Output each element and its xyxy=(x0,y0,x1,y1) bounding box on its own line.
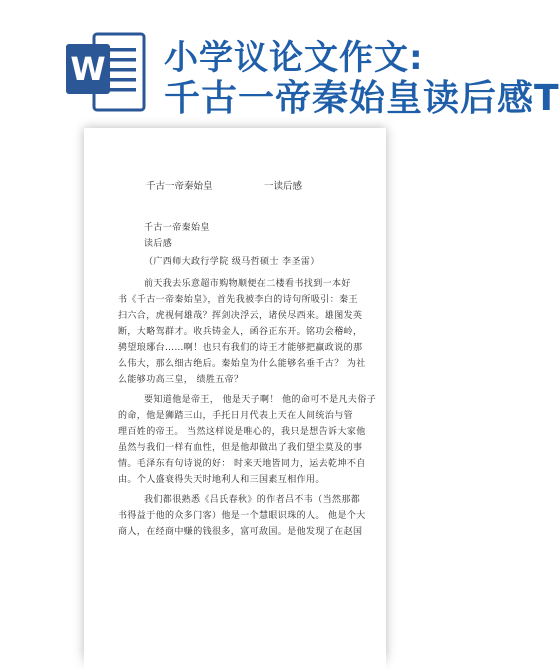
doc-line: 读后感 xyxy=(144,239,173,249)
doc-line: 书得益于他的众多门客）他是一个慧眼识珠的人。 他是个大 xyxy=(118,511,366,521)
document-title-left: 千古一帝秦始皇 xyxy=(146,181,213,192)
doc-line: 要知道他是帝王， 他是天子啊！ 他的命可不是凡夫俗子 xyxy=(144,395,377,405)
doc-line: 断，大略驾群才。收兵铸金人，函谷正东开。铭功会稽岭， xyxy=(118,327,363,337)
doc-line: 书《千古一帝秦始皇》，首先我被李白的诗句所吸引：秦王 xyxy=(118,295,358,305)
doc-line: （广西师大政行学院 级马哲硕士 李圣雷） xyxy=(144,257,320,267)
doc-line: 的命，他是狮踏三山，手托日月代表上天在人间统治与管 xyxy=(118,411,354,421)
doc-line: 虽然与我们一样有血性，但是他却做出了我们望尘莫及的事 xyxy=(118,443,363,453)
doc-line: 理百姓的帝王。 当然这样说是唯心的，我只是想告诉大家他 xyxy=(118,427,366,437)
word-document-icon xyxy=(64,30,148,114)
doc-line: 由。个人盛衰得失天时地利人和三国素互相作用。 xyxy=(118,475,325,485)
bottom-fade xyxy=(0,651,474,669)
page-title-line-1: 小学议论文作文: xyxy=(164,38,424,78)
doc-line: 我们都很熟悉《吕氏春秋》的作者吕不韦（当然那都 xyxy=(144,495,361,505)
doc-line: 扫六合，虎视何雄哉？挥剑决浮云，诸侯尽西来。雄图发英 xyxy=(118,311,363,321)
doc-line: 情。毛泽东有句诗说的好： 时来天地皆同力，运去乾坤不自 xyxy=(118,459,366,469)
document-page xyxy=(84,128,386,669)
doc-line: 前天我去乐意超市购物顺便在二楼看书找到一本好 xyxy=(144,279,351,289)
doc-line: 么能够功高三皇， 绩胜五帝？ xyxy=(118,375,244,385)
page-title-line-2: 千古一帝秦始皇读后感T xyxy=(164,78,560,119)
banner-header xyxy=(0,0,560,120)
document-title-right: 一读后感 xyxy=(264,181,303,192)
doc-line: 么伟大，那么细古绝后。秦始皇为什么能够名垂千古？ 为社 xyxy=(118,359,366,369)
doc-line: 骋望琅琊台……啊！也只有我们的诗王才能够把赢政说的那 xyxy=(118,343,363,353)
word-letter: W xyxy=(70,50,106,88)
doc-line: 商人，在经商中赚的钱很多，富可敌国。是他发现了在赵国 xyxy=(118,527,363,537)
doc-line: 千古一帝秦始皇 xyxy=(144,223,210,233)
